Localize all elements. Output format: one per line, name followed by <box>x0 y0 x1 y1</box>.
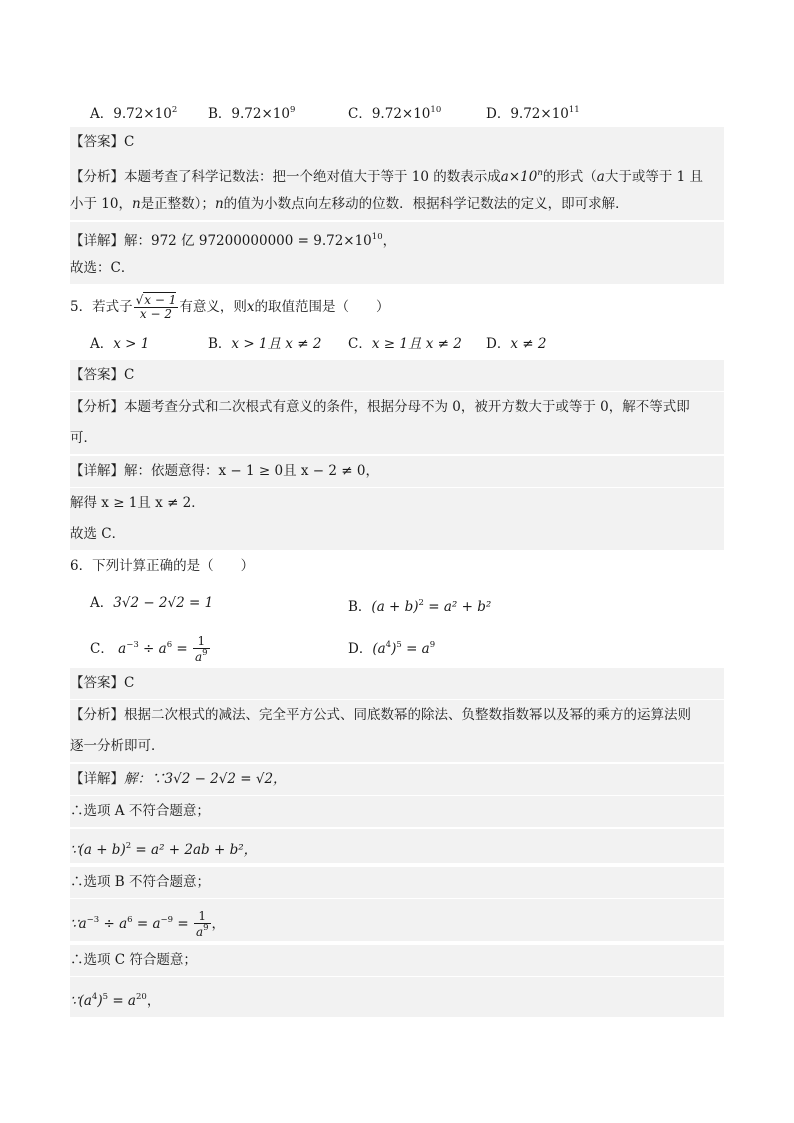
sci-notation-form: a×10 <box>500 169 538 185</box>
option-label: A． <box>90 106 114 122</box>
detail-text: ∵a <box>70 916 87 932</box>
analysis-text: 大于或等于 1 且 <box>604 169 704 185</box>
option-exponent: 11 <box>568 105 580 115</box>
fraction <box>193 635 210 663</box>
analysis-text: 的值为小数点向左移动的位数．根据科学记数法的定义，即可求解． <box>223 196 629 212</box>
option-label: B． <box>208 336 232 352</box>
option-mantissa: 9.72×10 <box>231 106 290 122</box>
analysis-text: 是正整数）； <box>140 196 215 212</box>
math-var: ÷ a <box>138 641 167 657</box>
fraction <box>194 910 211 938</box>
option-label: C． <box>348 106 372 122</box>
math-var: (a <box>372 641 386 657</box>
option-expr: x ≠ 2 <box>510 336 547 352</box>
q6-detail-step3 <box>70 829 724 863</box>
detail-text: = a² + 2ab + b²， <box>131 842 258 858</box>
detail-exponent: 2 <box>125 841 132 851</box>
math-var: = a <box>401 641 430 657</box>
math-var: a <box>118 641 127 657</box>
q5-option-c[interactable] <box>348 329 462 360</box>
detail-tag: 【详解】 <box>70 233 124 249</box>
detail-text: ∵(a <box>70 993 92 1009</box>
detail-text: ， <box>211 916 226 932</box>
stem-text: 有意义，则 <box>179 299 247 315</box>
detail-text: ， <box>382 233 397 249</box>
detail-text: = a <box>108 993 136 1009</box>
detail-text: ∵(a + b) <box>70 842 126 858</box>
q6-stem: 6．下列计算正确的是（ ） <box>70 558 255 574</box>
option-label: D． <box>486 336 511 352</box>
q6-analysis-line2: 逐一分析即可． <box>70 731 724 762</box>
math-op: = <box>173 916 193 932</box>
q6-options-row2 <box>70 626 724 664</box>
option-exponent: 9 <box>202 648 208 658</box>
q4-option-b[interactable] <box>208 95 295 130</box>
fraction-denominator: x − 2 <box>139 307 173 321</box>
detail-tag: 【详解】 <box>70 771 124 787</box>
q5-choose: 故选 C． <box>70 519 724 550</box>
option-exponent: 5 <box>396 640 402 650</box>
detail-exponent: 5 <box>102 992 109 1002</box>
fraction-denominator <box>193 649 210 664</box>
option-label: C． <box>90 641 114 657</box>
q5-answer: 【答案】C <box>70 360 724 391</box>
q6-detail-step2: ∴选项 A 不符合题意； <box>70 796 724 827</box>
math-op: ) <box>391 641 397 657</box>
q5-solve: 解得 x ≥ 1且 x ≠ 2． <box>70 488 724 519</box>
option-exponent: 2 <box>418 598 424 608</box>
q4-choose: 故选：C． <box>70 253 724 284</box>
math-var: a <box>195 650 203 664</box>
q5-stem <box>70 290 724 324</box>
q6-option-c[interactable] <box>90 626 211 668</box>
option-label: C． <box>348 336 372 352</box>
analysis-text: 本题考查了科学记数法：把一个绝对值大于等于 10 的数表示成 <box>124 169 501 185</box>
q6-analysis-line1 <box>70 700 724 731</box>
option-exponent: 6 <box>166 640 173 650</box>
option-expr: (a + b) <box>371 599 419 615</box>
sqrt-radicand: x − 1 <box>144 293 177 308</box>
analysis-tag: 【分析】 <box>70 707 124 723</box>
analysis-tag: 【分析】 <box>70 169 124 185</box>
q4-option-c[interactable] <box>348 95 441 130</box>
option-label: A． <box>90 595 114 611</box>
option-label: B． <box>348 599 372 615</box>
q6-detail-step6: ∴选项 C 符合题意； <box>70 945 724 976</box>
option-label: D． <box>486 106 511 122</box>
analysis-text: 本题考查分式和二次根式有意义的条件，根据分母不为 0，被开方数大于或等于 0，解不等式即 <box>124 399 690 415</box>
q5-detail <box>70 456 724 487</box>
q4-option-a[interactable] <box>90 95 177 130</box>
detail-text: = a <box>132 916 161 932</box>
q6-option-a[interactable] <box>90 588 213 619</box>
analysis-tag: 【分析】 <box>70 399 124 415</box>
option-exponent: 9 <box>429 640 436 650</box>
sci-notation-exp: n <box>537 168 543 178</box>
analysis-text: 的形式（ <box>542 169 597 185</box>
detail-exponent: 4 <box>91 992 98 1002</box>
option-expr: x ≥ 1且 x ≠ 2 <box>371 336 462 352</box>
analysis-text: 根据二次根式的减法、完全平方公式、同底数幂的除法、负整数指数幂以及幂的乘方的运算法则 <box>124 707 691 723</box>
q6-detail-step7 <box>70 977 724 1017</box>
option-label: D． <box>348 641 373 657</box>
q5-option-d[interactable] <box>486 329 546 360</box>
q6-detail-step4: ∴选项 B 不符合题意； <box>70 867 724 898</box>
q6-answer: 【答案】C <box>70 668 724 699</box>
detail-text: ÷ a <box>99 916 128 932</box>
option-label: B． <box>208 106 232 122</box>
option-exponent: 4 <box>385 640 392 650</box>
q4-analysis-line1 <box>70 158 724 189</box>
math-var: a <box>596 169 605 185</box>
stem-text: 的取值范围是（ ） <box>254 299 390 315</box>
option-expr: x > 1且 x ≠ 2 <box>231 336 322 352</box>
q6-options-row1 <box>70 588 724 619</box>
detail-exponent: 9 <box>203 923 209 933</box>
math-var: n <box>214 196 224 212</box>
detail-exponent: 20 <box>135 992 147 1002</box>
math-var: x <box>246 299 255 315</box>
q5-analysis-line1 <box>70 392 724 423</box>
fraction-numerator: 1 <box>194 910 211 924</box>
option-exponent: 10 <box>430 105 442 115</box>
option-expr: 3√2 − 2√2 = 1 <box>113 595 214 611</box>
detail-exponent: 10 <box>371 232 383 242</box>
q4-options-row <box>70 95 724 126</box>
stem-text: 5．若式子 <box>70 299 133 315</box>
detail-text: ， <box>146 993 161 1009</box>
q5-option-a[interactable] <box>90 329 149 360</box>
option-mantissa: 9.72×10 <box>113 106 172 122</box>
q5-analysis-line2: 可． <box>70 423 724 454</box>
math-op: = <box>172 641 193 657</box>
fraction-numerator: 1 <box>193 635 210 649</box>
q5-option-b[interactable] <box>208 329 321 360</box>
q6-option-b[interactable] <box>348 588 491 623</box>
q5-options-row <box>70 329 724 360</box>
math-var: n <box>131 196 141 212</box>
q6-detail-step1 <box>70 764 724 795</box>
q4-detail <box>70 222 724 253</box>
q4-answer: 【答案】C <box>70 127 724 158</box>
q4-option-d[interactable] <box>486 95 580 130</box>
analysis-text: 小于 10， <box>70 196 132 212</box>
math-var: a <box>195 925 204 939</box>
detail-text: 解：依题意得：x − 1 ≥ 0且 x − 2 ≠ 0， <box>124 463 379 479</box>
detail-tag: 【详解】 <box>70 463 124 479</box>
detail-exponent: −3 <box>86 915 100 925</box>
option-expr: = a² + b² <box>423 599 492 615</box>
q5-fraction <box>134 294 179 320</box>
detail-exponent: 6 <box>127 915 133 925</box>
fraction-denominator <box>194 924 211 939</box>
option-exponent: −3 <box>126 640 139 650</box>
option-label: A． <box>90 336 114 352</box>
option-mantissa: 9.72×10 <box>371 106 431 122</box>
option-exponent: 9 <box>289 105 296 115</box>
option-expr: x > 1 <box>113 336 150 352</box>
q4-analysis-line2 <box>70 189 724 220</box>
detail-text: 解：∵3√2 − 2√2 = √2， <box>124 771 287 787</box>
detail-text: ) <box>97 993 103 1009</box>
q6-detail-step5 <box>70 899 724 941</box>
fraction-numerator: √x − 1 <box>135 293 177 308</box>
detail-exponent: −9 <box>160 915 174 925</box>
option-exponent: 2 <box>171 105 178 115</box>
option-mantissa: 9.72×10 <box>510 106 569 122</box>
q6-option-d[interactable] <box>348 626 435 668</box>
detail-text: 解：972 亿 97200000000 = 9.72×10 <box>124 233 372 249</box>
